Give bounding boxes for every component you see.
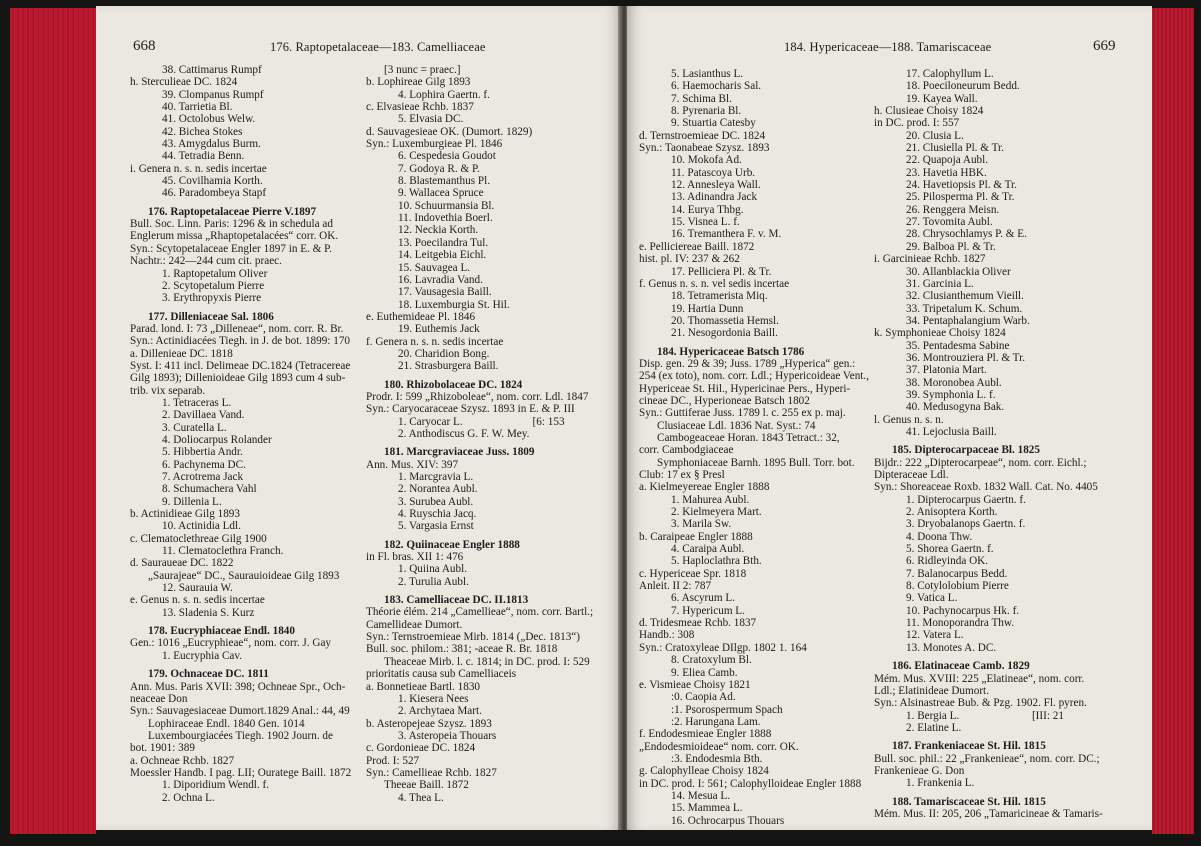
family-heading: 179. Ochnaceae DC. 1811 [148,668,269,681]
text-line: Syn.: Scytopetalaceae Engler 1897 in E. & P. [130,242,332,255]
text-line: 20. Charidion Bong. [398,347,490,360]
text-line: 10. Actinidia Ldl. [162,520,241,533]
text-line: a. Ochneae Rchb. 1827 [130,754,235,767]
text-line: 2. Ochna L. [162,791,215,804]
text-line: 1. Diporidium Wendl. f. [162,779,270,792]
text-line: 31. Garcinia L. [906,277,974,290]
text-line: 2. Archytaea Mart. [398,705,482,718]
text-line: 16. Lavradia Vand. [398,273,483,286]
text-line: 38. Cattimarus Rumpf [162,64,262,76]
right-page [627,6,1152,830]
text-line: 21. Nesogordonia Baill. [671,327,778,340]
text-line: 22. Quapoja Aubl. [906,154,989,167]
left-page-number: 668 [133,38,156,54]
text-line: 2. Davillaea Vand. [162,409,245,422]
text-line: 14. Mesua L. [671,789,731,802]
text-line: 5. Hibbertia Andr. [162,446,243,459]
text-line: 2. Elatine L. [906,721,962,734]
text-line: :1. Psorospermum Spach [671,703,783,716]
text-line: c. Gordonieae DC. 1824 [366,742,476,755]
text-line: Syn.: Caryocaraceae Szysz. 1893 in E. & P. III [366,403,575,416]
right-page-column-1 [639,68,877,827]
text-line: f. Endodesmieae Engler 1888 [639,728,772,741]
text-line: neaceae Don [130,692,188,705]
text-line: 10. Schuurmansia Bl. [398,199,495,212]
text-line: 4. Doliocarpus Rolander [162,433,272,446]
text-line: Syn.: Cratoxyleae DIlgp. 1802 1. 164 [639,641,807,654]
text-line: 3. Erythropyxis Pierre [162,292,262,305]
right-page-edges [1152,8,1194,834]
text-line: 8. Cotylolobium Pierre [906,580,1009,593]
text-line: 5. Lasianthus L. [671,68,744,80]
text-line: 5. Vargasia Ernst [398,520,474,533]
text-line: 38. Moronobea Aubl. [906,376,1002,389]
text-line: Syn.: Camellieae Rchb. 1827 [366,766,497,779]
text-line: d. Ternstroemieae DC. 1824 [639,129,766,142]
text-line: 2. Norantea Aubl. [398,483,478,496]
right-page-column-2 [874,68,1129,820]
text-line: 13. Sladenia S. Kurz [162,606,255,619]
family-heading: 176. Raptopetalaceae Pierre V.1897 [148,205,317,218]
text-line: Syn.: Sauvagesiaceae Dumort.1829 Anal.: 44, 49 [130,705,350,718]
text-line: Theaceae Mirb. l. c. 1814; in DC. prod. I: 529 [384,655,590,668]
text-line: 24. Havetiopsis Pl. & Tr. [906,179,1017,192]
family-heading: 182. Quiinaceae Engler 1888 [384,538,520,551]
text-line: 11. Clematoclethra Franch. [162,545,284,558]
text-line: 8. Schumachera Vahl [162,483,257,496]
text-line: Ann. Mus. Paris XVII: 398; Ochneae Spr., Och- [130,680,346,693]
text-line: Moessler Handb. I pag. LII; Ouratege Baill. 1872 [130,766,352,779]
text-line: 14. Leitgebia Eichl. [398,249,487,262]
text-line: 13. Adinandra Jack [671,191,758,204]
family-heading: 184. Hypericaceae Batsch 1786 [657,345,805,358]
text-line: 20. Thomassetia Hemsl. [671,314,779,327]
text-line: 43. Amygdalus Burm. [162,138,261,151]
text-line: 5. Shorea Gaertn. f. [906,543,994,556]
text-line: 2. Turulia Aubl. [398,575,469,588]
text-line: bot. 1901: 389 [130,742,195,755]
text-line: 34. Pentaphalangium Warb. [906,314,1030,327]
text-line: 12. Saurauia W. [162,582,233,595]
text-line: 15. Visnea L. f. [671,216,740,229]
text-line: f. Genera n. s. n. sedis incertae [366,335,504,348]
text-line: 11. Monoporandra Thw. [906,617,1015,630]
text-line: prioritatis causa sub Camelliaceis [366,668,517,681]
text-line: Bull. soc. phil.: 22 „Frankenieae“, nom. corr. DC.; [874,752,1100,765]
text-line: c. Hypericeae Spr. 1818 [639,567,747,580]
text-line: e. Genus n. s. n. sedis incertae [130,594,265,607]
text-line: 4. Caraipa Aubl. [671,543,745,556]
text-line: 6. Ridleyinda OK. [906,555,989,568]
text-line: Club: 17 ex § Presl [639,469,725,481]
text-line: 7. Acrotrema Jack [162,471,244,483]
text-line: e. Vismieae Choisy 1821 [639,678,751,691]
text-line: b. Asteropejeae Szysz. 1893 [366,717,492,730]
text-line: in Fl. bras. XII 1: 476 [366,551,464,564]
text-line: Syn.: Alsinastreae Bub. & Pzg. 1902. Fl. pyren. [874,697,1087,710]
text-line: 2. Anthodiscus G. F. W. Mey. [398,427,530,440]
text-line: c. Elvasieae Rchb. 1837 [366,101,474,114]
text-line: Syst. I: 411 incl. Delimeae DC.1824 (Tetracereae [130,359,351,372]
text-line: 1. Tetraceras L. [162,396,232,409]
text-line: Hypericeae St. Hil., Hypericinae Pers., Hyperi- [639,382,851,395]
text-line: c. Clematoclethreae Gilg 1900 [130,532,267,545]
text-line: 12. Neckia Korth. [398,224,479,237]
text-line: 9. Wallacea Spruce [398,187,484,200]
text-line: Cambogeaceae Horan. 1843 Tetract.: 32, [657,431,840,444]
text-line: 3. Curatella L. [162,421,227,434]
text-line: 26. Renggera Meisn. [906,203,1000,216]
text-line: 13. Poecilandra Tul. [398,236,489,249]
text-line: 10. Pachynocarpus Hk. f. [906,604,1020,617]
text-line: 6. Haemocharis Sal. [671,80,762,93]
text-line: Englerum missa „Rhaptopetalacées“ corr. OK. [130,230,339,243]
text-line: 2. Kielmeyera Mart. [671,506,762,519]
text-line: 40. Tarrietia Bl. [162,101,233,114]
text-line: i. Genera n. s. n. sedis incertae [130,162,267,175]
text-line: 9. Vatica L. [906,592,958,605]
text-line: 21. Clusiella Pl. & Tr. [906,142,1004,155]
text-line: 15. Sauvagea L. [398,261,471,274]
text-line: Anleit. II 2: 787 [639,580,712,593]
text-line: l. Genus n. s. n. [874,413,944,426]
text-line: 12. Annesleya Wall. [671,179,761,192]
text-line: 18. Tetramerista Miq. [671,290,768,303]
text-line: 28. Chrysochlamys P. & E. [906,228,1027,241]
text-line: 7. Godoya R. & P. [398,162,480,175]
text-line: 19. Hartia Dunn [671,302,744,315]
left-running-head: 176. Raptopetalaceae—183. Camelliaceae [270,40,486,54]
text-line: Ldl.; Elatinideae Dumort. [874,684,989,697]
text-line: 11. Indovethia Boerl. [398,212,493,225]
family-heading: 187. Frankeniaceae St. Hil. 1815 [892,740,1046,753]
text-line: 11. Patascoya Urb. [671,166,756,179]
text-line: 19. Euthemis Jack [398,323,480,336]
text-line: k. Symphonieae Choisy 1824 [874,327,1006,340]
text-line: Syn.: Taonabeae Szysz. 1893 [639,142,770,155]
text-line: 45. Covilhamia Korth. [162,175,263,188]
text-line: 2. Anisoptera Korth. [906,506,998,519]
text-line: 3. Asteropeia Thouars [398,729,497,742]
family-heading: 186. Elatinaceae Camb. 1829 [892,660,1030,673]
text-line: 41. Lejoclusia Baill. [906,425,997,438]
text-line: 18. Poeciloneurum Bedd. [906,80,1020,93]
text-line: Prodr. I: 599 „Rhizoboleae“, nom. corr. Ldl. 1847 [366,390,589,403]
text-line: cineae DC., Hyperioneae Batsch 1802 [639,394,810,407]
text-line: 7. Balanocarpus Bedd. [906,567,1008,580]
text-line: Camellideae Dumort. [366,618,463,631]
text-line: 29. Balboa Pl. & Tr. [906,240,996,253]
text-line: 37. Platonia Mart. [906,364,987,377]
text-line: Disp. gen. 29 & 39; Juss. 1789 „Hyperica“ gen.: [639,357,856,370]
text-line: a. Kielmeyereae Engler 1888 [639,481,770,494]
text-line: corr. Cambodgiaceae [639,444,734,457]
text-line: 1. Bergia L. [III: 21 [906,709,1064,722]
text-line: 17. Calophyllum L. [906,68,994,80]
text-line: :3. Endodesmia Bth. [671,752,763,765]
text-line: Syn.: Ternstroemieae Mirb. 1814 („Dec. 1813“) [366,631,580,644]
text-line: 9. Dillenia L. [162,495,222,508]
text-line: Symphoniaceae Barnh. 1895 Bull. Torr. bot. [657,456,855,469]
text-line: 12. Vatera L. [906,629,964,642]
text-line: 1. Dipterocarpus Gaertn. f. [906,493,1026,506]
text-line: 8. Cratoxylum Bl. [671,654,752,667]
text-line: d. Sauvagesieae OK. (Dumort. 1829) [366,125,533,138]
text-line: 2. Scytopetalum Pierre [162,279,265,292]
text-line: 39. Symphonia L. f. [906,388,996,401]
text-line: 40. Medusogyna Bak. [906,401,1005,414]
text-line: 39. Clompanus Rumpf [162,88,264,101]
text-line: 8. Blastemanthus Pl. [398,175,490,188]
text-line: 41. Octolobus Welw. [162,113,256,126]
text-line: :0. Caopia Ad. [671,691,736,704]
text-line: d. Tridesmeae Rchb. 1837 [639,617,757,630]
text-line: Handb.: 308 [639,629,695,642]
text-line: Bijdr.: 222 „Dipterocarpeae“, nom. corr. Eichl.; [874,456,1087,469]
text-line: 3. Surubea Aubl. [398,495,474,508]
family-heading: 188. Tamariscaceae St. Hil. 1815 [892,795,1046,808]
text-line: 32. Clusianthemum Vieill. [906,290,1024,303]
text-line: Prod. I: 527 [366,754,420,767]
left-page-edges [10,8,96,834]
text-line: 1. Mahurea Aubl. [671,493,750,506]
text-line: b. Lophireae Gilg 1893 [366,76,471,89]
text-line: Syn.: Shoreaceae Roxb. 1832 Wall. Cat. No. 4405 [874,481,1098,494]
text-line: 4. Ruyschia Jacq. [398,508,477,521]
text-line: Dipteraceae Ldl. [874,469,949,481]
text-line: Nachtr.: 242—244 cum cit. praec. [130,255,282,268]
text-line: i. Garcinieae Rchb. 1827 [874,253,986,266]
text-line: Syn.: Luxemburgieae Pl. 1846 [366,138,503,151]
family-heading: 177. Dilleniaceae Sal. 1806 [148,310,274,323]
text-line: Ann. Mus. XIV: 397 [366,458,459,471]
text-line: 46. Paradombeya Stapf [162,187,267,200]
text-line: h. Sterculieae DC. 1824 [130,76,238,89]
text-line: d. Sauraueae DC. 1822 [130,557,234,570]
family-heading: 178. Eucryphiaceae Endl. 1840 [148,625,295,638]
text-line: Bull. Soc. Linn. Paris: 1296 & in schedula ad [130,218,333,231]
text-line: Parad. lond. I: 73 „Dilleneae“, nom. corr. R. Br. [130,322,344,335]
text-line: Clusiaceae Ldl. 1836 Nat. Syst.: 74 [657,419,816,432]
text-line: Syn.: Guttiferae Juss. 1789 l. c. 255 ex p. maj. [639,407,846,420]
text-line: 6. Cespedesia Goudot [398,150,496,163]
text-line: e. Euthemideae Pl. 1846 [366,310,476,323]
text-line: a. Bonnetieae Bartl. 1830 [366,680,481,693]
text-line: 30. Allanblackia Oliver [906,265,1011,278]
text-line: 5. Elvasia DC. [398,113,464,126]
text-line: h. Clusieae Choisy 1824 [874,105,984,118]
text-line: 19. Kayea Wall. [906,92,978,105]
text-line: 23. Havetia HBK. [906,166,987,179]
text-line: 8. Pyrenaria Bl. [671,105,742,118]
text-line: Gilg 1893); Dillenioideae Gilg 1893 cum 4 sub- [130,372,346,385]
text-line: g. Calophylleae Choisy 1824 [639,765,769,778]
text-line: Frankenieae G. Don [874,764,965,777]
text-line: Lophiraceae Endl. 1840 Gen. 1014 [148,717,305,730]
text-line: [3 nunc = praec.] [384,64,461,76]
text-line: Syn.: Actinidiacées Tiegh. in J. de bot. 1899: 170 [130,335,351,348]
text-line: „Endodesmioideae“ nom. corr. OK. [639,740,799,753]
text-line: 17. Vausagesia Baill. [398,286,492,299]
text-line: 1. Caryocar L. [6: 153 [398,415,565,428]
text-line: 27. Tovomita Aubl. [906,216,993,229]
text-line: f. Genus n. s. n. vel sedis incertae [639,277,790,290]
text-line: 5. Haploclathra Bth. [671,555,762,568]
text-line: 1. Kiesera Nees [398,692,469,705]
left-page-column-2 [366,64,616,804]
text-line: 18. Luxemburgia St. Hil. [398,298,510,311]
text-line: :2. Harungana Lam. [671,715,761,728]
text-line: 1. Marcgravia L. [398,471,474,483]
text-line: 4. Lophira Gaertn. f. [398,88,490,101]
text-line: Mém. Mus. II: 205, 206 „Tamaricineae & Tamaris- [874,807,1103,820]
text-line: 35. Pentadesma Sabine [906,339,1010,352]
text-line: 1. Quiina Aubl. [398,563,467,576]
text-line: „Saurajeae“ DC., Saurauioideae Gilg 1893 [148,569,340,582]
text-line: e. Pelliciereae Baill. 1872 [639,240,755,253]
text-line: a. Dillenieae DC. 1818 [130,347,233,360]
text-line: 44. Tetradia Benn. [162,150,245,163]
text-line: b. Actinidieae Gilg 1893 [130,508,240,521]
text-line: 4. Thea L. [398,791,444,804]
text-line: 13. Monotes A. DC. [906,641,997,654]
text-line: 14. Eurya Thbg. [671,203,744,216]
text-line: 9. Stuartia Catesby [671,117,756,130]
text-line: Théorie élém. 214 „Camellieae“, nom. corr. Bartl.; [366,606,594,619]
text-line: 17. Pelliciera Pl. & Tr. [671,265,772,278]
text-line: 1. Raptopetalum Oliver [162,267,268,280]
text-line: 6. Pachynema DC. [162,458,246,471]
text-line: 3. Marila Sw. [671,518,732,531]
text-line: hist. pl. IV: 237 & 262 [639,253,740,266]
text-line: 42. Bichea Stokes [162,125,243,138]
text-line: 7. Schima Bl. [671,92,732,105]
text-line: 16. Ochrocarpus Thouars [671,814,785,827]
right-page-number: 669 [1093,38,1116,54]
text-line: 1. Eucryphia Cav. [162,649,243,662]
family-heading: 185. Dipterocarpaceae Bl. 1825 [892,444,1040,457]
text-line: 20. Clusia L. [906,129,964,142]
left-page-column-1 [130,64,368,804]
text-line: 16. Tremanthera F. v. M. [671,228,782,241]
text-line: 25. Pilosperma Pl. & Tr. [906,191,1015,204]
text-line: Bull. soc. philom.: 381; -aceae R. Br. 1818 [366,643,558,656]
text-line: in DC. prod. I: 561; Calophylloideae Engler 1888 [639,777,862,790]
text-line: 1. Frankenia L. [906,777,975,790]
text-line: 254 (ex toto), nom. corr. Ldl.; Hypericoideae Vent., [639,370,870,383]
text-line: 36. Montrouziera Pl. & Tr. [906,351,1026,364]
text-line: Gen.: 1016 „Eucryphieae“, nom. corr. J. Gay [130,637,331,650]
right-running-head: 184. Hypericaceae—188. Tamariscaceae [784,40,992,54]
text-line: 9. Eliea Camb. [671,666,738,679]
text-line: 3. Dryobalanops Gaertn. f. [906,518,1026,531]
text-line: Luxembourgiacées Tiegh. 1902 Journ. de [148,729,333,742]
text-line: in DC. prod. I: 557 [874,117,960,130]
text-line: 15. Mammea L. [671,802,743,815]
text-line: 6. Ascyrum L. [671,592,736,605]
text-line: 33. Tripetalum K. Schum. [906,302,1023,315]
left-page [96,6,621,830]
text-line: 10. Mokofa Ad. [671,154,742,167]
text-line: 4. Doona Thw. [906,530,973,543]
text-line: Theeae Baill. 1872 [384,779,469,792]
family-heading: 181. Marcgraviaceae Juss. 1809 [384,446,535,459]
text-line: 21. Strasburgera Baill. [398,360,499,373]
family-heading: 180. Rhizobolaceae DC. 1824 [384,378,523,391]
text-line: Mém. Mus. XVIII: 225 „Elatineae“, nom. corr. [874,672,1085,685]
text-line: trib. vix separab. [130,384,206,397]
family-heading: 183. Camelliaceae DC. II.1813 [384,594,529,607]
text-line: b. Caraipeae Engler 1888 [639,530,753,543]
text-line: 7. Hypericum L. [671,604,745,617]
